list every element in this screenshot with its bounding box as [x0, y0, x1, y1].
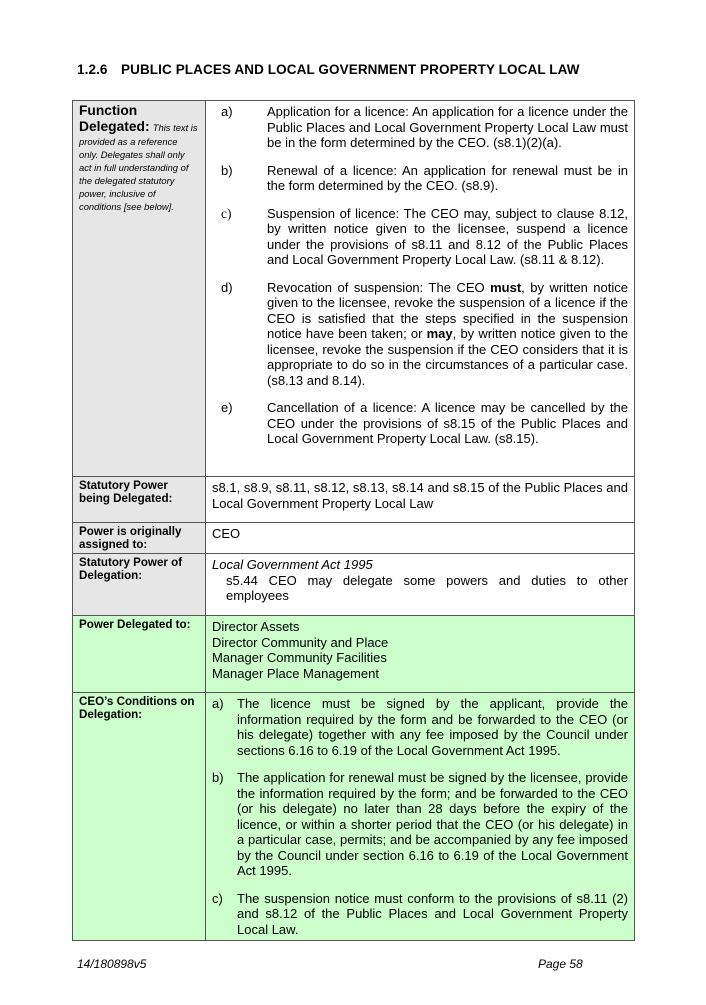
- item-text-emphasis: may: [426, 326, 453, 341]
- item-marker: a): [221, 104, 233, 119]
- condition-text: The suspension notice must conform to the provisions of s8.11 (2) and s8.12 of the Public Places and Local Government Property Local Law.: [237, 890, 628, 937]
- originally-assigned-label: Power is originally assigned to:: [73, 523, 206, 554]
- row-statutory-power: [73, 477, 635, 523]
- item-marker: c): [221, 205, 232, 221]
- item-text-emphasis: must: [490, 279, 522, 295]
- act-section: s5.44 CEO may delegate some powers and duties to other employees: [226, 572, 628, 603]
- power-of-delegation-label: Statutory Power of Delegation:: [73, 554, 206, 616]
- delegate-role: Director Assets: [212, 619, 300, 634]
- delegate-role: Director Community and Place: [212, 634, 389, 650]
- section-heading: [77, 62, 580, 77]
- item-text: Renewal of a licence: An application for renewal must be in the form determined by the CEO. (s8.9).: [267, 162, 628, 193]
- item-marker: e): [221, 400, 233, 415]
- function-delegated-label: Function Delegated:: [79, 103, 150, 134]
- item-marker: b): [221, 162, 233, 178]
- function-delegated-value-cell: [206, 101, 635, 477]
- condition-c: [212, 891, 628, 938]
- row-conditions: [73, 693, 635, 941]
- item-text-part: , by written notice given to the licensee, revoke the suspension if the CEO considers that it is appropriate to do so in the circumstances of a particular case. (s8.13 and 8.14).: [267, 326, 628, 388]
- row-originally-assigned: [73, 523, 635, 554]
- condition-a: [212, 696, 628, 758]
- act-title: Local Government Act 1995: [212, 557, 373, 572]
- row-delegated-to: [73, 616, 635, 693]
- originally-assigned-value: CEO: [206, 523, 635, 554]
- delegate-role: Manager Community Facilities: [212, 650, 387, 665]
- condition-marker: c): [212, 890, 223, 906]
- row-power-of-delegation: [73, 554, 635, 616]
- item-text: Application for a licence: An application for a licence under the Public Places and Local Government Property Local Law must be in the form determined by the CEO. (s8.1)(2)(a).: [267, 104, 628, 150]
- item-text: Suspension of licence: The CEO may, subject to clause 8.12, by written notice given to the licensee, suspend a licence under the provisions of s8.11 and 8.12 of the Public Places and Local Government Property Local Law. (s8.11 & 8.12).: [267, 205, 628, 267]
- item-text-part: Revocation of suspension: The CEO: [267, 279, 491, 295]
- delegate-role: Manager Place Management: [212, 665, 379, 681]
- row-function-delegated: [73, 101, 635, 477]
- condition-text: The application for renewal must be signed by the licensee, provide the information required by the form; and be forwarded to the CEO (or his delegate) no later than 28 days before the expiry of the licence, or within a shorter period that the CEO (or his delegate) in a particular case, permits; and be accompanied by any fee imposed by the Council under section 6.16 to 6.19 of the Local Government Act 1995.: [237, 770, 628, 878]
- item-text-part: , by written notice given to the licensee, revoke the suspension of a licence if the CEO is satisfied that the steps specified in the suspension notice have been taken; or: [267, 279, 628, 341]
- function-item-d: [212, 280, 628, 389]
- section-number: 1.2.6: [77, 62, 108, 77]
- condition-marker: b): [212, 770, 224, 785]
- statutory-power-label: Statutory Power being Delegated:: [73, 477, 206, 523]
- function-delegated-note: This text is provided as a reference only. Delegates shall only act in full understanding of the delegated statutory power, inclusive of conditions [see below].: [79, 122, 198, 212]
- conditions-label: CEO’s Conditions on Delegation:: [73, 693, 206, 941]
- section-title: PUBLIC PLACES AND LOCAL GOVERNMENT PROPERTY LOCAL LAW: [121, 62, 580, 77]
- function-delegated-label-cell: [73, 101, 206, 477]
- delegated-to-value: [206, 616, 635, 693]
- footer-doc-ref: 14/180898v5: [77, 957, 147, 971]
- function-item-b: [212, 163, 628, 194]
- condition-b: [212, 770, 628, 879]
- function-item-a: [212, 104, 628, 151]
- delegated-to-label: Power Delegated to:: [73, 616, 206, 693]
- power-of-delegation-value: [206, 554, 635, 616]
- delegation-table: [72, 100, 635, 941]
- item-marker: d): [221, 279, 233, 295]
- condition-text: The licence must be signed by the applicant, provide the information required by the form and be forwarded to the CEO (or his delegate) together with any fee imposed by the Council under sections 6.16 to 6.19 of the Local Government Act 1995.: [237, 696, 628, 758]
- item-text: [267, 280, 628, 389]
- item-text: Cancellation of a licence: A licence may be cancelled by the CEO under the provisions of s8.15 of the Public Places and Local Government Property Local Law. (s8.15).: [267, 400, 628, 446]
- statutory-power-value: s8.1, s8.9, s8.11, s8.12, s8.13, s8.14 and s8.15 of the Public Places and Local Government Property Local Law: [206, 477, 635, 523]
- conditions-value: [206, 693, 635, 941]
- condition-marker: a): [212, 696, 224, 711]
- function-item-c: [212, 206, 628, 268]
- function-item-e: [212, 400, 628, 447]
- footer-page-number: Page 58: [538, 957, 583, 971]
